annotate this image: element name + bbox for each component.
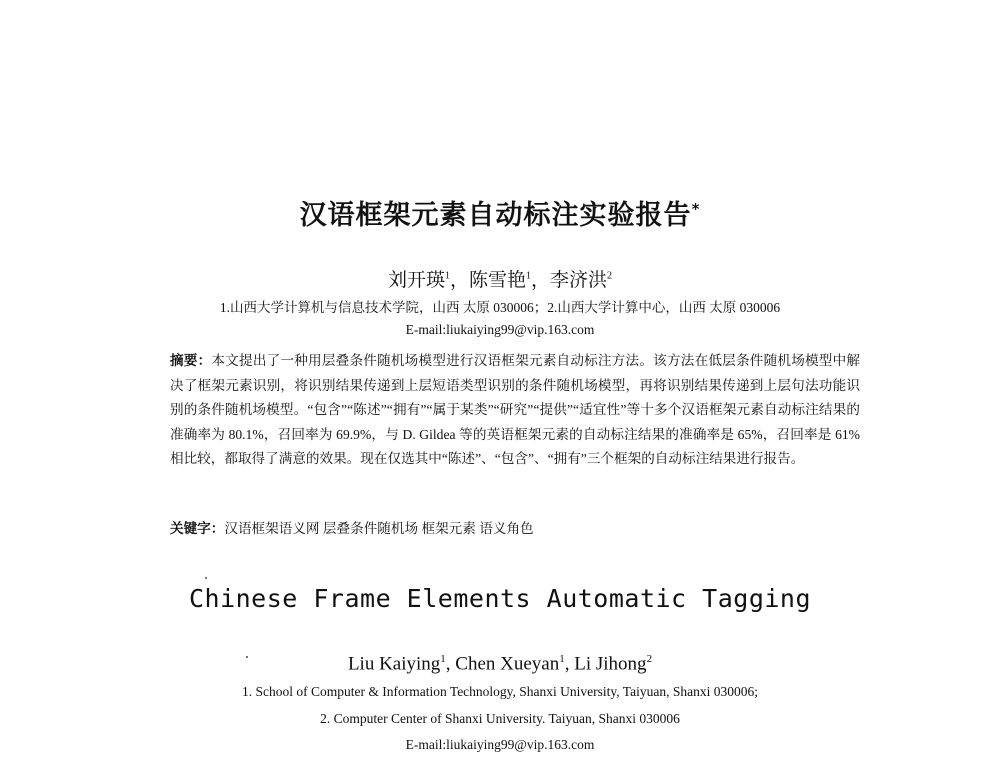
paper-title-en: Chinese Frame Elements Automatic Tagging: [188, 584, 812, 613]
author-en: Chen Xueyan: [455, 653, 560, 675]
author-affiliation-mark: 1: [444, 270, 450, 282]
affiliation-en-2: 2. Computer Center of Shanxi University. Taiyuan, Shanxi 030006: [320, 711, 680, 726]
author-affiliation-mark: 2: [646, 653, 653, 665]
abstract-label: 摘要：: [170, 353, 212, 368]
author-list-cn: [0, 265, 1000, 292]
author-separator: ,: [564, 653, 575, 675]
author-cn: 陈雪艳: [468, 270, 526, 291]
author-separator: ，: [531, 270, 551, 291]
scan-speck: [205, 577, 207, 579]
author-affiliation-mark: 1: [526, 270, 531, 282]
affiliation-cn: 1.山西大学计算机与信息技术学院，山西 太原 030006；2.山西大学计算中心，山西 太原 030006: [219, 300, 781, 315]
email-en: E-mail:liukaiying99@vip.163.com: [405, 737, 595, 752]
abstract-text: 本文提出了一种用层叠条件随机场模型进行汉语框架元素自动标注方法。该方法在低层条件随机场模型中解决了框架元素识别，将识别结果传递到上层短语类型识别的条件随机场模型，再将识别结果传递到上层句法功能识别的条件随机场模型。“包含”“陈述”“拥有”“属于某类”“研究”“提供”“适宜性”等十多个汉语框架元素自动标注结果的准确率为 80.1%，召回率为 69.9%，与 D. Gildea 等的英语框架元素的自动标注结果的准确率是 65%，召回率是 61%相比较，都取得了满意的效果。现在仅选其中“陈述”、“包含”、“拥有”三个框架的自动标注结果进行报告。: [170, 353, 861, 467]
keywords-cn: [170, 517, 860, 537]
author-cn: 刘开瑛: [387, 270, 445, 291]
author-affiliation-mark: 1: [440, 653, 446, 665]
author-separator: ,: [445, 653, 456, 675]
scan-speck: [246, 656, 248, 658]
email-cn: E-mail:liukaiying99@vip.163.com: [405, 322, 595, 337]
keywords-text: 汉语框架语义网 层叠条件随机场 框架元素 语义角色: [224, 521, 534, 536]
author-en: Liu Kaiying: [347, 653, 441, 675]
affiliation-en-1: 1. School of Computer & Information Technology, Shanxi University, Taiyuan, Shanxi 030006;: [242, 684, 758, 699]
abstract-cn: [170, 349, 860, 472]
author-affiliation-mark: 1: [559, 653, 565, 665]
title-footnote-mark: *: [691, 200, 701, 218]
paper-title-cn: [0, 193, 1000, 232]
author-separator: ，: [449, 270, 469, 291]
author-list-en: [0, 653, 1000, 675]
paper-title-cn-text: 汉语框架元素自动标注实验报告: [299, 200, 692, 231]
author-en: Li Jihong: [574, 653, 647, 675]
author-affiliation-mark: 2: [607, 270, 613, 282]
keywords-label: 关键字：: [170, 521, 225, 536]
author-cn: 李济洪: [550, 270, 608, 291]
